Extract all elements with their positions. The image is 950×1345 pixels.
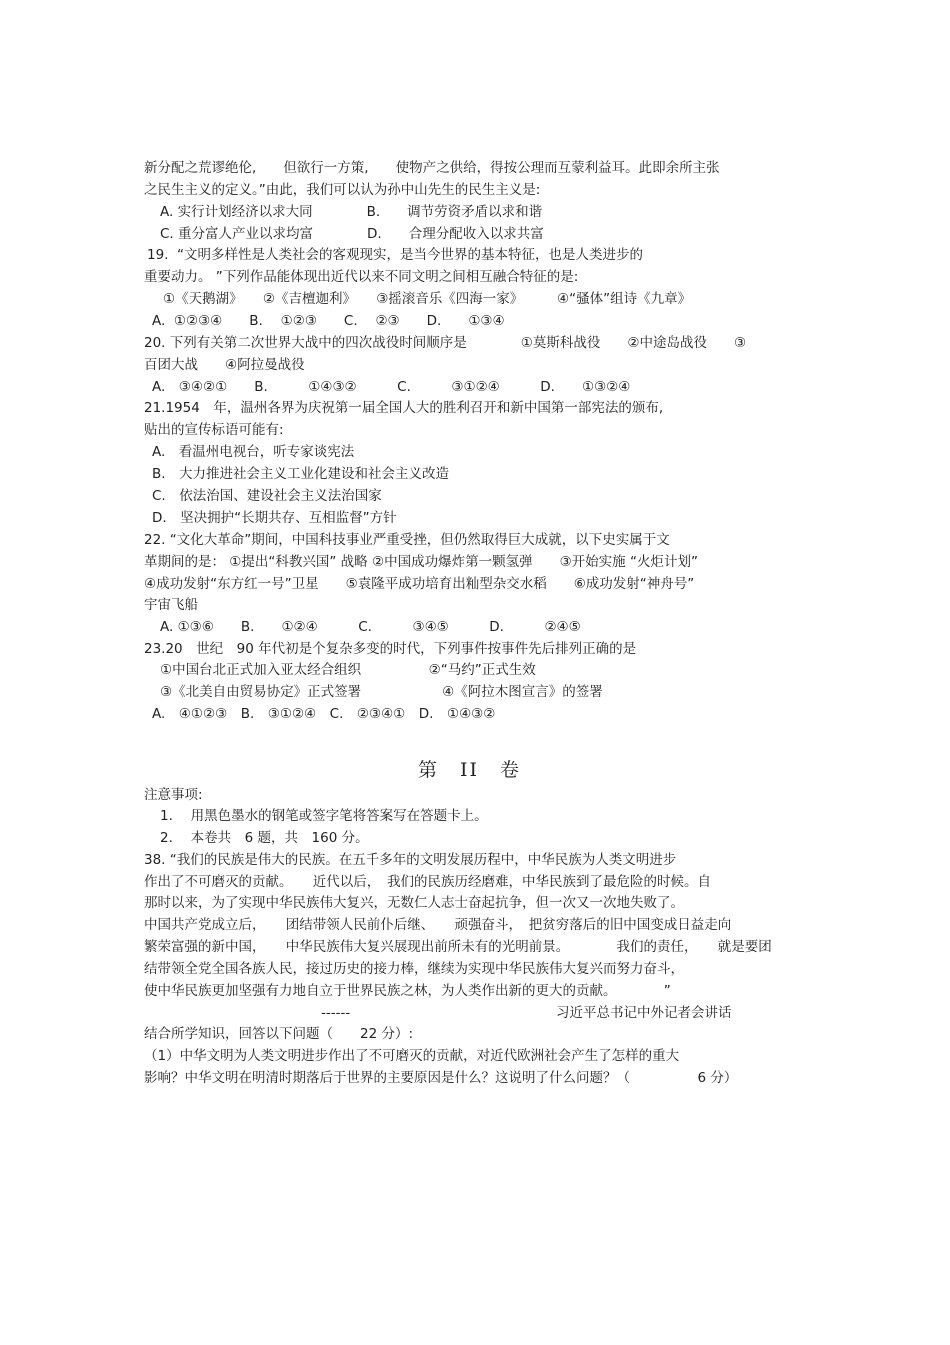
note-item: 2. 本卷共 6 题，共 160 分。 <box>160 830 369 846</box>
text-line: 新分配之荒谬绝伦, 但欲行一方策, 使物产之供给，得按公理而互蒙利益耳。此即余所主张 <box>144 160 720 176</box>
text-line: 中国共产党成立后， 团结带领人民前仆后继、 顽强奋斗， 把贫穷落后的旧中国变成日益走向 <box>144 917 732 933</box>
text-line: 那时以来，为了实现中华民族伟大复兴，无数仁人志士奋起抗争，但一次又一次地失败了。 <box>144 895 684 911</box>
quote-source: 习近平总书记中外记者会讲话 <box>556 1005 732 1021</box>
question-line: 38. “我们的民族是伟大的民族。在五千多年的文明发展历程中，中华民族为人类文明进步 <box>144 852 677 868</box>
option-line: A. 看温州电视台，听专家谈宪法 <box>152 444 355 460</box>
question-line: 19. “文明多样性是人类社会的客观现实，是当今世界的基本特征，也是人类进步的 <box>147 247 644 263</box>
text-line: 结带领全党全国各族人民，接过历史的接力棒，继续为实现中华民族伟大复兴而努力奋斗， <box>144 961 684 977</box>
question-line: 21.1954 年，温州各界为庆祝第一届全国人大的胜利召开和新中国第一部宪法的颁布, <box>144 400 664 416</box>
option-line: D. 坚决拥护“长期共存、互相监督”方针 <box>152 510 397 526</box>
text-line: 贴出的宣传标语可能有: <box>144 422 284 438</box>
text-line: 使中华民族更加坚强有力地自立于世界民族之林，为人类作出新的更大的贡献。 ” <box>144 983 671 999</box>
option-line: A. ①③⑥ B. ①②④ C. ③④⑤ D. ②④⑤ <box>160 619 581 635</box>
question-line: 20. 下列有关第二次世界大战中的四次战役时间顺序是 ①莫斯科战役 ②中途岛战役 ③ <box>144 335 747 351</box>
text-line: 百团大战 ④阿拉曼战役 <box>144 357 305 373</box>
notes-heading: 注意事项: <box>144 787 203 803</box>
text-line: ④成功发射“东方红一号”卫星 ⑤袁隆平成功培育出籼型杂交水稻 ⑥成功发射“神舟号” <box>144 576 695 592</box>
sub-question-line: （1）中华文明为人类文明进步作出了不可磨灭的贡献，对近代欧洲社会产生了怎样的重大 <box>144 1048 680 1064</box>
option-line: A. ④①②③ B. ③①②④ C. ②③④① D. ①④③② <box>152 706 496 722</box>
option-line: C. 重分富人产业以求均富 D. 合理分配收入以求共富 <box>160 226 544 242</box>
option-line: A. 实行计划经济以求大同 B. 调节劳资矛盾以求和谐 <box>160 204 543 220</box>
text-line: 之民生主义的定义。”由此，我们可以认为孙中山先生的民生主义是: <box>144 182 541 198</box>
sub-question-line: 影响？中华文明在明清时期落后于世界的主要原因是什么？这说明了什么问题？（ 6 分） <box>144 1070 738 1086</box>
section-title: 第 II 卷 <box>418 759 522 781</box>
dash-line: ------ <box>321 1005 351 1021</box>
option-line: ①中国台北正式加入亚太经合组织 ②“马约”正式生效 <box>160 662 536 678</box>
text-line: 重要动力。 ”下列作品能体现出近代以来不同文明之间相互融合特征的是: <box>144 269 579 285</box>
instruction-line: 结合所学知识，回答以下问题（ 22 分）: <box>144 1026 414 1042</box>
option-line: ①《天鹅湖》 ②《吉檀迦利》 ③摇滚音乐《四海一家》 ④“骚体”组诗《九章》 <box>163 291 692 307</box>
text-line: 繁荣富强的新中国， 中华民族伟大复兴展现出前所未有的光明前景。 我们的责任， 就是要团 <box>144 939 772 955</box>
note-item: 1. 用黑色墨水的钢笔或签字笔将答案写在答题卡上。 <box>160 808 488 824</box>
option-line: B. 大力推进社会主义工业化建设和社会主义改造 <box>152 466 450 482</box>
option-line: A. ①②③④ B. ①②③ C. ②③ D. ①③④ <box>152 313 505 329</box>
option-line: A. ③④②① B. ①④③② C. ③①②④ D. ①③②④ <box>152 379 631 395</box>
question-line: 23.20 世纪 90 年代初是个复杂多变的时代，下列事件按事件先后排列正确的是 <box>144 641 637 657</box>
text-line: 作出了不可磨灭的贡献。 近代以后， 我们的民族历经磨难，中华民族到了最危险的时候。自 <box>144 874 711 890</box>
text-line: 革期间的是： ①提出“科教兴国” 战略 ②中国成功爆炸第一颗氢弹 ③开始实施 “火炬计划” <box>144 554 698 570</box>
option-line: ③《北美自由贸易协定》正式签署 ④《阿拉木图宣言》的签署 <box>160 684 603 700</box>
text-line: 宇宙飞船 <box>144 597 198 613</box>
option-line: C. 依法治国、建设社会主义法治国家 <box>152 488 382 504</box>
question-line: 22. “文化大革命”期间，中国科技事业严重受挫，但仍然取得巨大成就，以下史实属于文 <box>144 532 670 548</box>
